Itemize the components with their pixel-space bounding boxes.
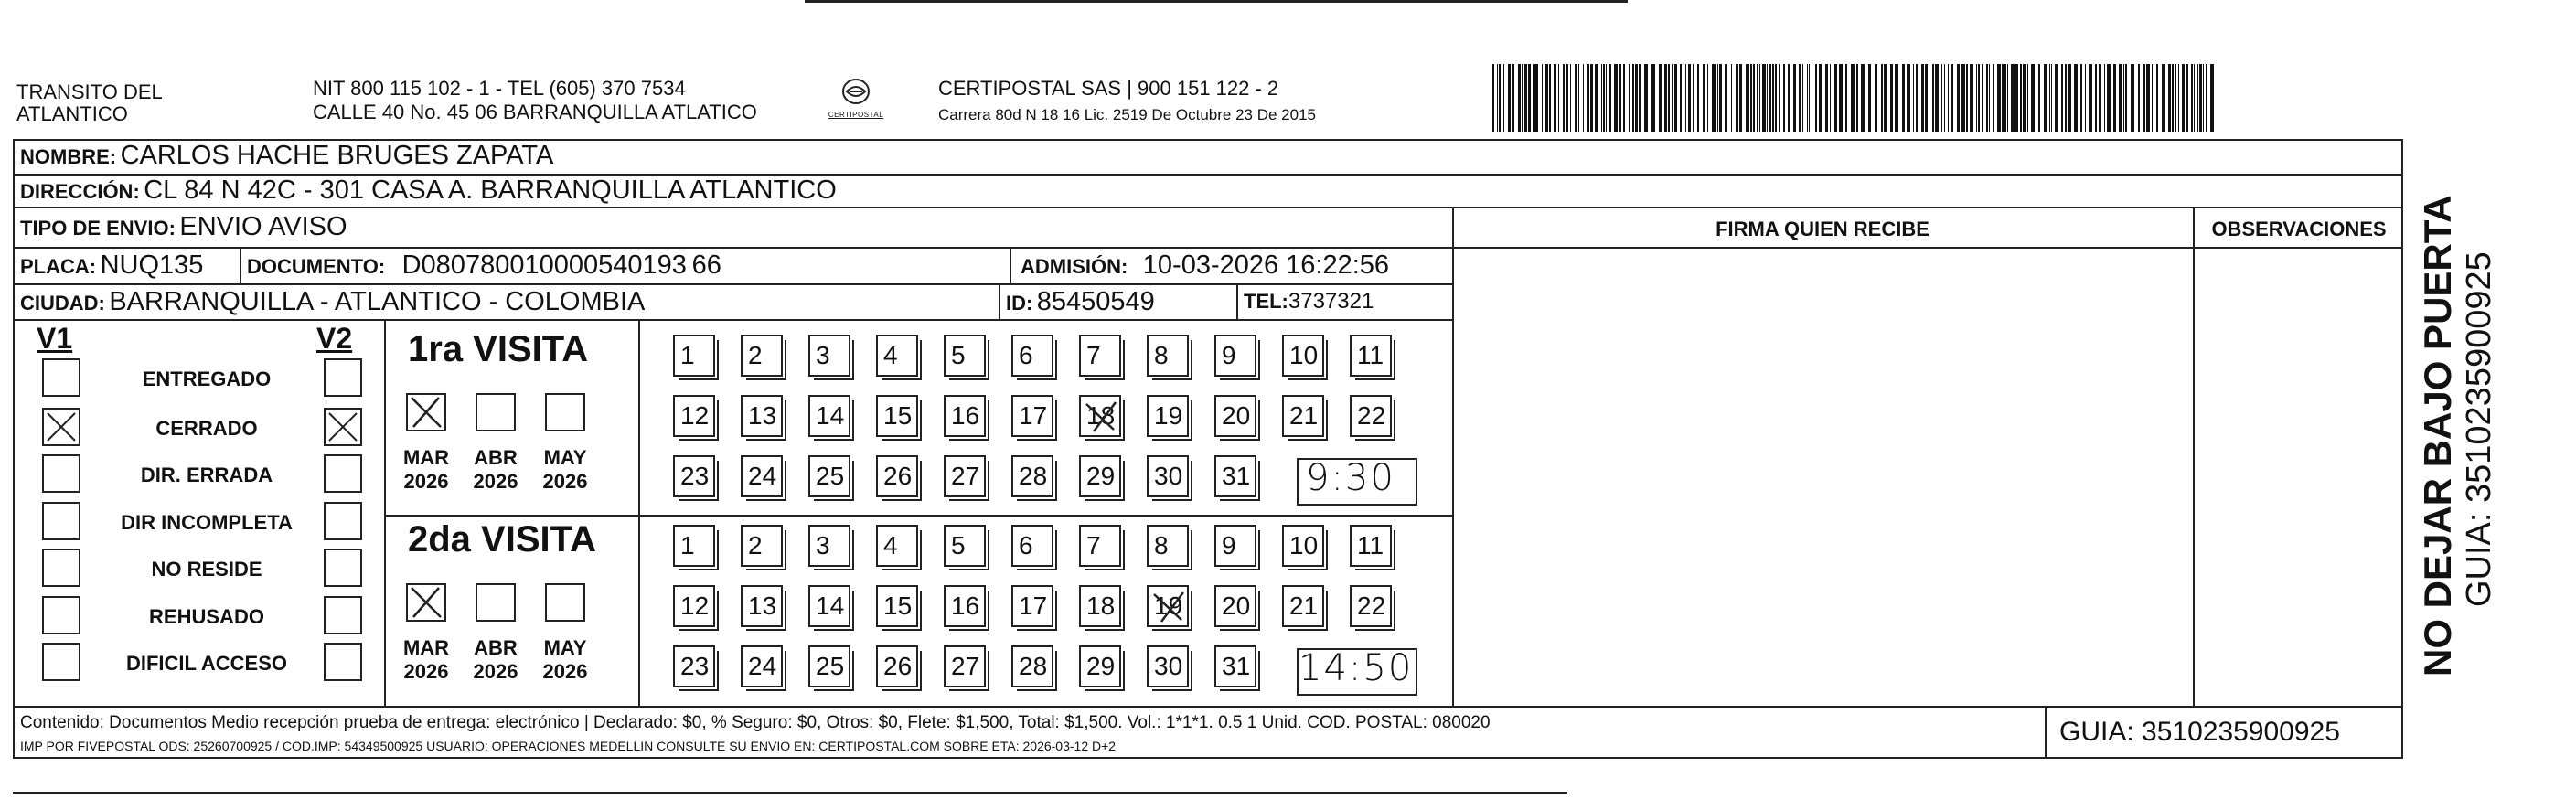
day-box[interactable]: 23 xyxy=(673,645,715,687)
month-name: ABR xyxy=(474,636,518,659)
month-label xyxy=(398,636,454,684)
v2-header: V2 xyxy=(316,322,353,355)
day-box[interactable]: 13 xyxy=(741,395,783,437)
day-box[interactable]: 4 xyxy=(876,335,918,377)
day-box[interactable]: 15 xyxy=(876,395,918,437)
day-box[interactable]: 7 xyxy=(1079,335,1121,377)
visit-title-divider xyxy=(638,319,640,706)
direccion-value: CL 84 N 42C - 301 CASA A. BARRANQUILLA ATLANTICO xyxy=(144,176,837,205)
placa-value: NUQ135 xyxy=(100,250,204,280)
day-box[interactable]: 8 xyxy=(1147,335,1189,377)
month-label xyxy=(537,446,593,494)
day-box[interactable]: 31 xyxy=(1214,645,1256,687)
day-box[interactable]: 6 xyxy=(1011,335,1053,377)
row-line-2 xyxy=(13,207,2403,208)
ciudad-field xyxy=(20,287,645,317)
day-box[interactable]: 16 xyxy=(944,585,986,627)
logo-emblem-icon xyxy=(838,77,874,106)
month-name: MAR xyxy=(402,636,450,659)
x-mark-icon xyxy=(1149,587,1189,627)
top-border-line xyxy=(805,0,1628,3)
documento-field xyxy=(247,250,721,281)
day-box[interactable]: 2 xyxy=(741,525,783,567)
status-label: DIFICIL ACCESO xyxy=(125,652,287,675)
day-box[interactable]: 28 xyxy=(1011,455,1053,497)
sender-address: CALLE 40 No. 45 06 BARRANQUILLA ATLATICO xyxy=(313,101,757,123)
row-line-5 xyxy=(13,319,1454,321)
day-box[interactable]: 9 xyxy=(1214,335,1256,377)
obs-divider xyxy=(2193,207,2195,706)
v2-checkbox[interactable] xyxy=(324,358,362,397)
v2-checkbox[interactable] xyxy=(324,643,362,681)
id-divider xyxy=(999,283,1000,319)
day-box[interactable]: 15 xyxy=(876,585,918,627)
sender-nit: NIT 800 115 102 - 1 - TEL (605) 370 7534 xyxy=(313,77,686,100)
v2-checkbox[interactable] xyxy=(324,454,362,493)
month-checkbox[interactable] xyxy=(545,393,585,431)
day-box[interactable]: 5 xyxy=(944,335,986,377)
documento-label: DOCUMENTO: xyxy=(247,255,386,278)
month-label xyxy=(467,446,524,494)
day-box[interactable]: 30 xyxy=(1147,455,1189,497)
admision-field xyxy=(1021,250,1389,281)
month-checkbox[interactable] xyxy=(406,583,446,622)
id-field xyxy=(1006,287,1155,317)
day-box[interactable]: 19 xyxy=(1147,585,1189,627)
id-label: ID: xyxy=(1006,292,1033,314)
day-box[interactable]: 1 xyxy=(673,335,715,377)
nombre-label: NOMBRE: xyxy=(20,145,117,168)
guia-box-divider xyxy=(2045,706,2047,759)
second-visit-time: 14:50 xyxy=(1299,647,1414,689)
month-name: MAR xyxy=(402,446,450,469)
x-mark-icon xyxy=(408,395,444,430)
day-box[interactable]: 5 xyxy=(944,525,986,567)
x-mark-icon xyxy=(326,410,360,444)
sender-name-line2: ATLANTICO xyxy=(16,102,128,125)
x-mark-icon xyxy=(1081,397,1121,437)
month-year: 2026 xyxy=(403,660,449,683)
day-box[interactable]: 2 xyxy=(741,335,783,377)
first-visit-time: 9:30 xyxy=(1306,457,1395,499)
day-box[interactable]: 26 xyxy=(876,645,918,687)
day-box[interactable]: 14 xyxy=(808,395,850,437)
day-box[interactable]: 9 xyxy=(1214,525,1256,567)
tipo-envio-field xyxy=(20,212,347,242)
day-box[interactable]: 21 xyxy=(1282,585,1324,627)
day-box[interactable]: 1 xyxy=(673,525,715,567)
day-box[interactable]: 20 xyxy=(1214,395,1256,437)
day-box[interactable]: 12 xyxy=(673,395,715,437)
firma-divider xyxy=(1452,207,1454,706)
day-box[interactable]: 23 xyxy=(673,455,715,497)
side-guia: GUIA: 3510235900925 xyxy=(2460,251,2498,607)
day-box[interactable]: 17 xyxy=(1011,585,1053,627)
day-box[interactable]: 21 xyxy=(1282,395,1324,437)
day-box[interactable]: 6 xyxy=(1011,525,1053,567)
day-box[interactable]: 12 xyxy=(673,585,715,627)
day-box[interactable]: 3 xyxy=(808,525,850,567)
month-label xyxy=(467,636,524,684)
footer-content-line: Contenido: Documentos Medio recepción prueba de entrega: electrónico | Declarado: $0, % Seguro: $0, Otros: $0, Flete: $1,500, Total: $1,500. Vol.: 1*1*1. 0.5 1 Unid. COD. POSTAL: 080020 xyxy=(20,713,1491,732)
day-box[interactable]: 8 xyxy=(1147,525,1189,567)
day-box[interactable]: 18 xyxy=(1079,395,1121,437)
admision-value: 10-03-2026 16:22:56 xyxy=(1142,250,1390,280)
side-warning: NO DEJAR BAJO PUERTA xyxy=(2416,195,2459,676)
row-line-3 xyxy=(13,247,2403,249)
direccion-label: DIRECCIÓN: xyxy=(20,180,140,203)
logo-text: CERTIPOSTAL xyxy=(828,111,884,119)
status-label: ENTREGADO xyxy=(142,368,272,390)
bottom-border-line xyxy=(13,792,1567,794)
row-line-visits xyxy=(384,515,1454,517)
admision-divider xyxy=(1010,247,1011,283)
month-year: 2026 xyxy=(473,470,518,493)
day-box[interactable]: 29 xyxy=(1079,455,1121,497)
month-checkbox[interactable] xyxy=(476,393,516,431)
month-label xyxy=(537,636,593,684)
v1-header: V1 xyxy=(37,322,73,355)
day-box[interactable]: 20 xyxy=(1214,585,1256,627)
nombre-field xyxy=(20,141,553,171)
day-box[interactable]: 10 xyxy=(1282,335,1324,377)
tipo-envio-label: TIPO DE ENVIO: xyxy=(20,217,176,240)
day-box[interactable]: 11 xyxy=(1350,335,1392,377)
barcode xyxy=(1492,64,2224,132)
day-box[interactable]: 22 xyxy=(1350,585,1392,627)
firma-header: FIRMA QUIEN RECIBE xyxy=(1716,218,1929,240)
day-box[interactable]: 10 xyxy=(1282,525,1324,567)
day-box[interactable]: 26 xyxy=(876,455,918,497)
day-box[interactable]: 4 xyxy=(876,525,918,567)
v2-checkbox[interactable] xyxy=(324,549,362,587)
status-label: DIR. ERRADA xyxy=(140,463,273,486)
month-checkbox[interactable] xyxy=(545,583,585,622)
status-label: REHUSADO xyxy=(149,605,264,628)
tel-label: TEL: xyxy=(1244,290,1288,313)
day-box[interactable]: 29 xyxy=(1079,645,1121,687)
month-year: 2026 xyxy=(403,470,449,493)
direccion-field xyxy=(20,176,837,206)
ciudad-label: CIUDAD: xyxy=(20,292,105,314)
day-box[interactable]: 16 xyxy=(944,395,986,437)
day-box[interactable]: 31 xyxy=(1214,455,1256,497)
day-box[interactable]: 22 xyxy=(1350,395,1392,437)
status-label: CERRADO xyxy=(155,417,258,440)
month-label xyxy=(398,446,454,494)
month-checkbox[interactable] xyxy=(406,393,446,431)
footer-imp-line: IMP POR FIVEPOSTAL ODS: 25260700925 / COD.IMP: 54349500925 USUARIO: OPERACIONES MEDELLIN CONSULTE SU ENVIO EN: CERTIPOSTAL.COM SOBRE ETA: 2026-03-12 D+2 xyxy=(20,739,1117,753)
day-box[interactable]: 24 xyxy=(741,645,783,687)
day-box[interactable]: 27 xyxy=(944,455,986,497)
certipostal-logo xyxy=(816,77,896,124)
tel-divider xyxy=(1236,283,1238,319)
status-label: NO RESIDE xyxy=(151,558,262,581)
id-value: 85450549 xyxy=(1036,287,1155,316)
month-year: 2026 xyxy=(542,470,588,493)
day-box[interactable]: 30 xyxy=(1147,645,1189,687)
v2-checkbox[interactable] xyxy=(324,408,362,446)
day-box[interactable]: 19 xyxy=(1147,395,1189,437)
status-divider xyxy=(384,319,386,706)
day-box[interactable]: 25 xyxy=(808,455,850,497)
day-box[interactable]: 17 xyxy=(1011,395,1053,437)
month-year: 2026 xyxy=(542,660,588,683)
month-name: ABR xyxy=(474,446,518,469)
observaciones-header: OBSERVACIONES xyxy=(2211,218,2387,240)
nombre-value: CARLOS HACHE BRUGES ZAPATA xyxy=(120,141,554,170)
v2-checkbox[interactable] xyxy=(324,596,362,634)
company-name: CERTIPOSTAL SAS | 900 151 122 - 2 xyxy=(938,77,1279,100)
day-box[interactable]: 18 xyxy=(1079,585,1121,627)
status-label: DIR INCOMPLETA xyxy=(121,511,293,534)
day-box[interactable]: 24 xyxy=(741,455,783,497)
day-box[interactable]: 3 xyxy=(808,335,850,377)
tipo-envio-value: ENVIO AVISO xyxy=(179,212,347,241)
tel-value: 3737321 xyxy=(1288,289,1374,314)
x-mark-icon xyxy=(408,585,444,620)
footer-guia: GUIA: 3510235900925 xyxy=(2059,717,2340,747)
first-visit-title: 1ra VISITA xyxy=(408,329,589,369)
day-box[interactable]: 13 xyxy=(741,585,783,627)
day-box[interactable]: 14 xyxy=(808,585,850,627)
month-name: MAY xyxy=(543,636,587,659)
documento-value: D080780010000540193 66 xyxy=(401,250,721,280)
month-year: 2026 xyxy=(473,660,518,683)
admision-label: ADMISIÓN: xyxy=(1021,255,1128,278)
company-license: Carrera 80d N 18 16 Lic. 2519 De Octubre 23 De 2015 xyxy=(938,106,1316,123)
day-box[interactable]: 7 xyxy=(1079,525,1121,567)
month-name: MAY xyxy=(543,446,587,469)
placa-divider xyxy=(240,247,241,283)
placa-label: PLACA: xyxy=(20,255,97,278)
second-visit-title: 2da VISITA xyxy=(408,519,596,559)
day-box[interactable]: 27 xyxy=(944,645,986,687)
month-checkbox[interactable] xyxy=(476,583,516,622)
ciudad-value: BARRANQUILLA - ATLANTICO - COLOMBIA xyxy=(109,287,646,316)
tel-field xyxy=(1244,289,1374,314)
v2-checkbox[interactable] xyxy=(324,502,362,540)
sender-name-line1: TRANSITO DEL xyxy=(16,80,163,103)
day-box[interactable]: 28 xyxy=(1011,645,1053,687)
day-box[interactable]: 11 xyxy=(1350,525,1392,567)
day-box[interactable]: 25 xyxy=(808,645,850,687)
placa-field xyxy=(20,250,203,281)
